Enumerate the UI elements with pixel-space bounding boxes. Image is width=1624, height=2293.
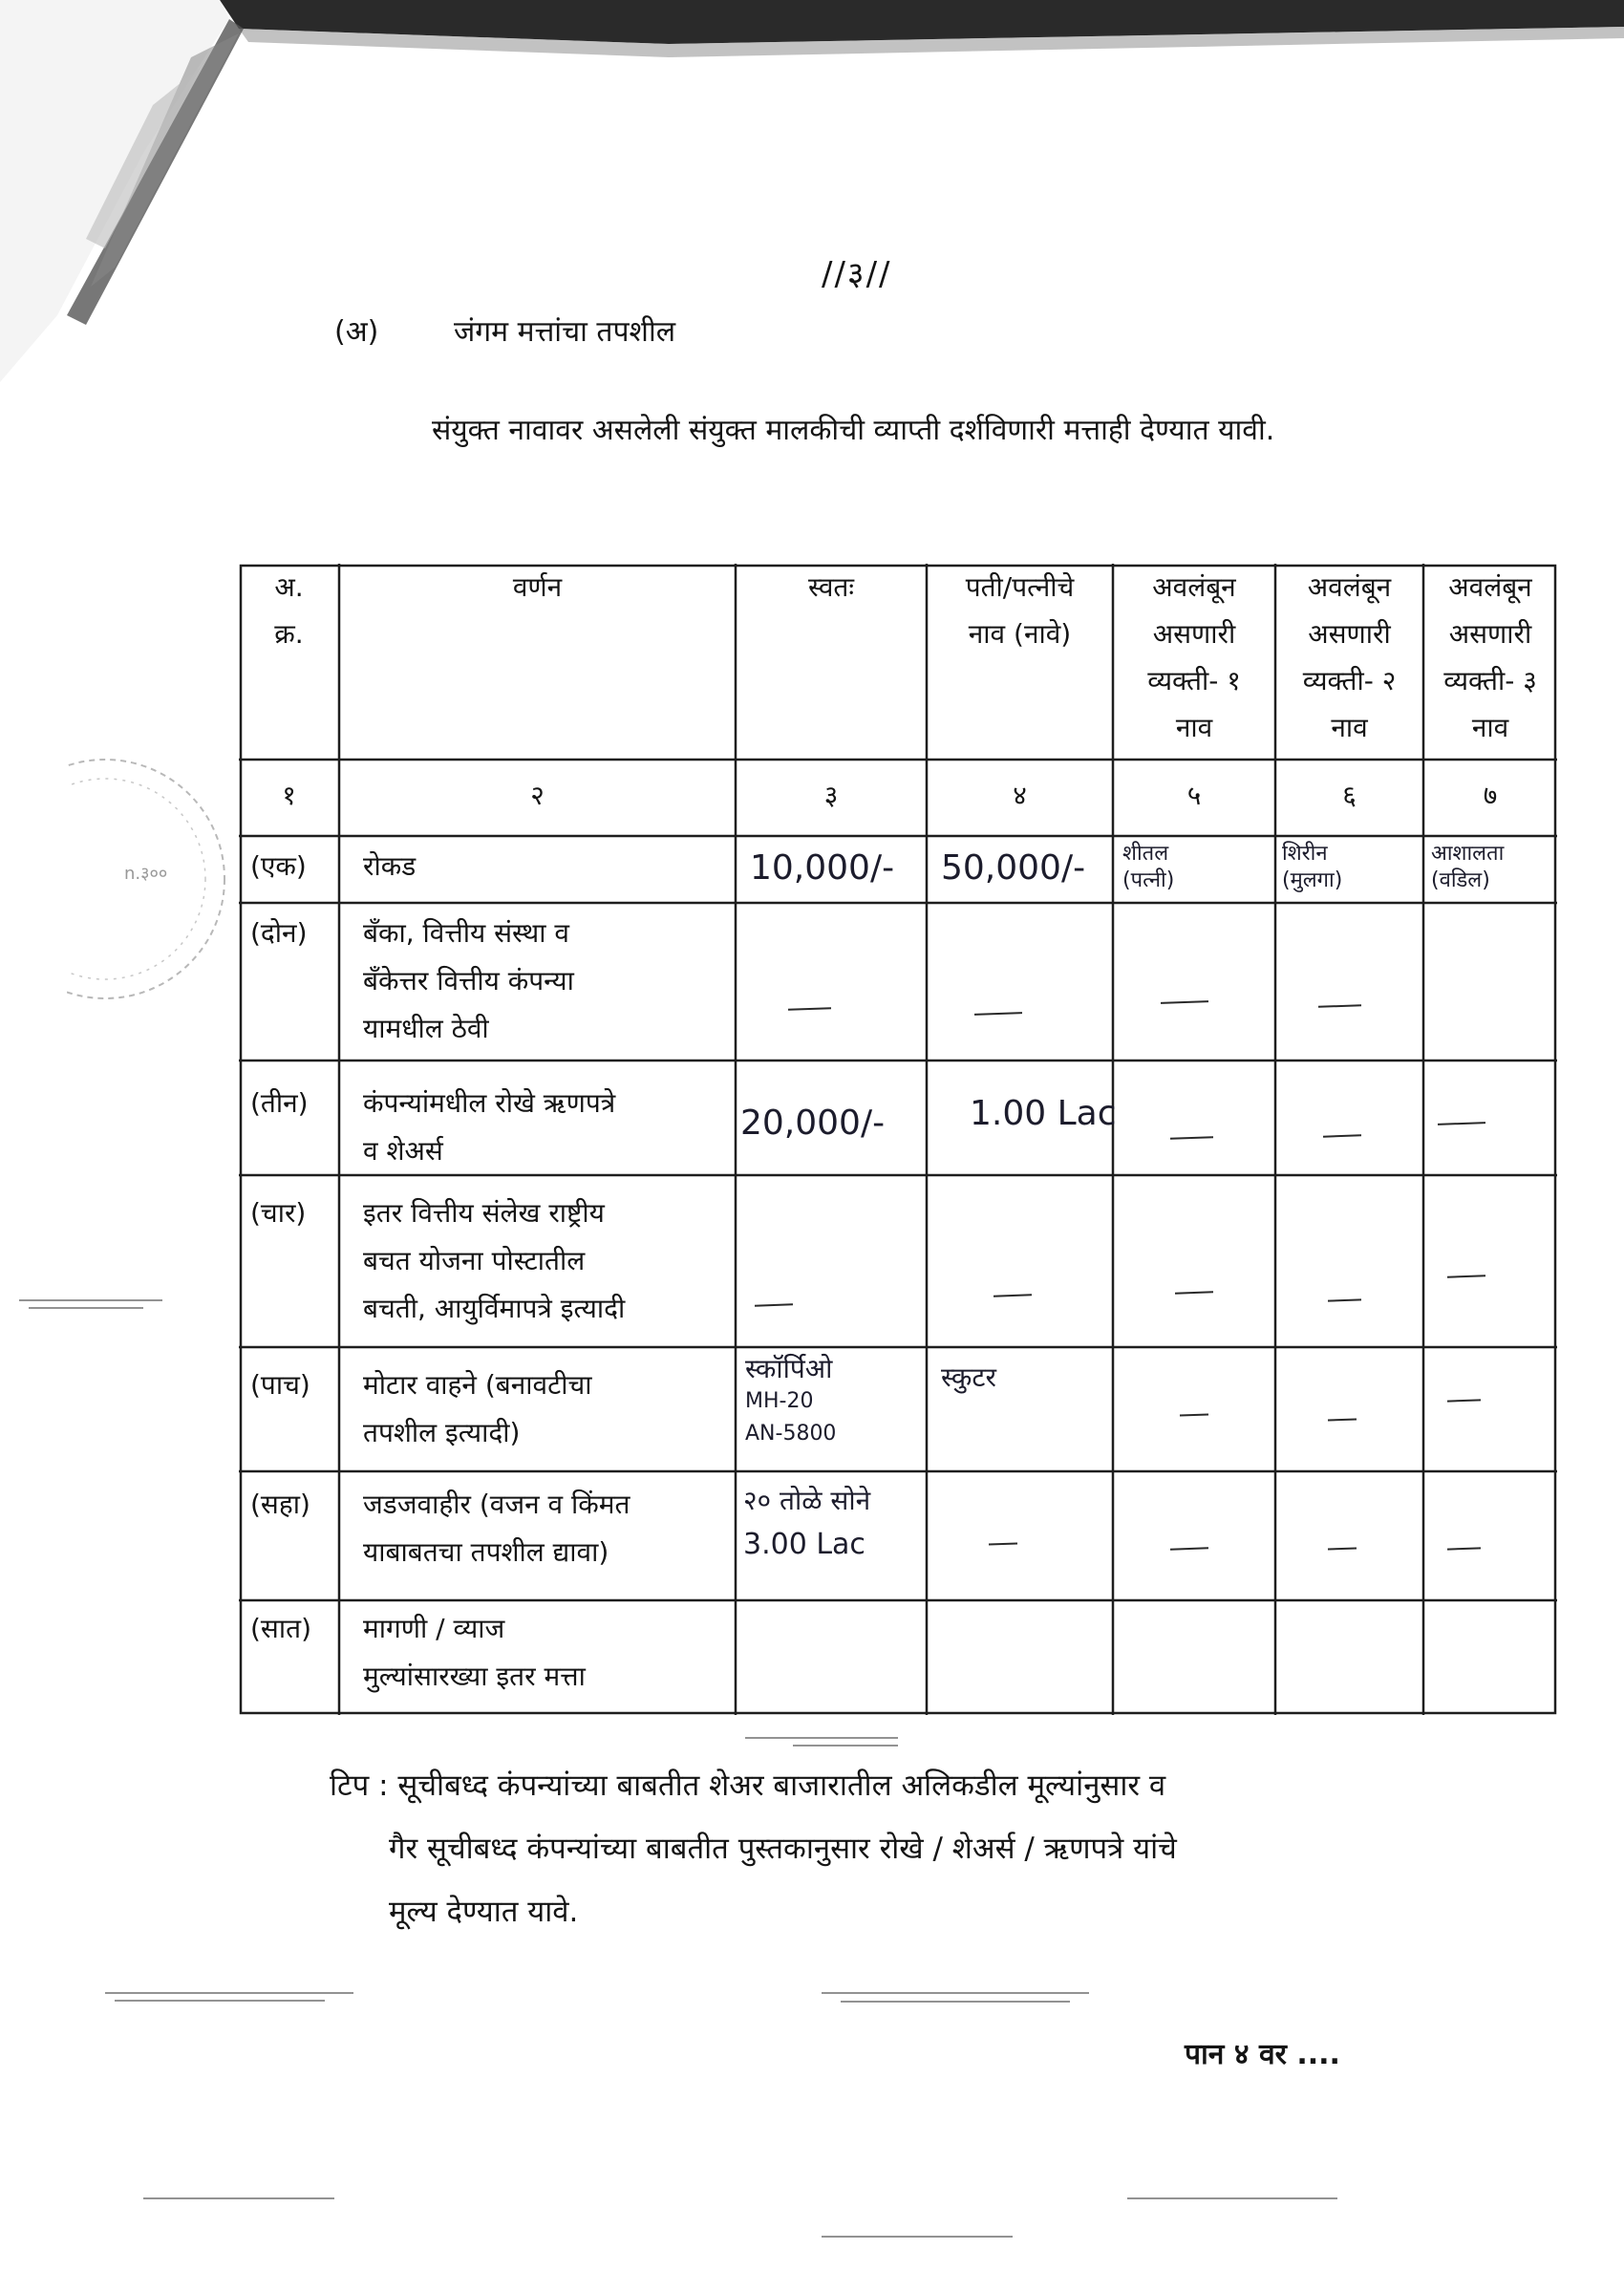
row-1-serial: (एक)	[250, 850, 307, 882]
row-3-description: कंपन्यांमधील रोखे ऋणपत्रे व शेअर्स	[363, 1087, 616, 1167]
header-serial: अ. क्र.	[274, 571, 304, 650]
column-number-5: ५	[1186, 780, 1202, 811]
row-2-description: बँका, वित्तीय संस्था व बँकेत्तर वित्तीय कंपन्या यामधील ठेवी	[363, 917, 574, 1044]
instruction-text: संयुक्त नावावर असलेली संयुक्त मालकीची व्याप्ती दर्शविणारी मत्ताही देण्यात यावी.	[432, 414, 1275, 447]
scan-fold-shadow	[0, 0, 1624, 401]
page-number: //३//	[822, 255, 892, 293]
header-self: स्वतः	[807, 571, 855, 603]
note-line-3: मूल्य देण्यात यावे.	[389, 1895, 579, 1929]
scan-noise	[841, 2001, 1070, 2003]
column-number-7: ७	[1483, 780, 1498, 811]
scan-noise	[115, 2000, 325, 2002]
row-5-spouse-value: स्कुटर	[941, 1361, 996, 1393]
row-7-description: मागणी / व्याज मुल्यांसारख्या इतर मत्ता	[363, 1613, 586, 1692]
scan-noise	[105, 1992, 353, 1994]
scan-noise	[29, 1307, 143, 1309]
row-1-description: रोकड	[363, 850, 417, 882]
note-line-1: टिप : सूचीबध्द कंपन्यांच्या बाबतीत शेअर बाजारातील अलिकडील मूल्यांनुसार व	[330, 1768, 1166, 1803]
scan-noise	[793, 1745, 898, 1747]
row-6-self-value: २० तोळे सोने 3.00 Lac	[743, 1485, 871, 1561]
row-5-serial: (पाच)	[250, 1369, 310, 1401]
header-spouse: पती/पत्नीचे नाव (नावे)	[965, 571, 1075, 650]
section-prefix: (अ)	[334, 315, 379, 349]
continued-on-page: पान ४ वर ....	[1185, 2038, 1340, 2071]
column-number-2: २	[530, 780, 545, 811]
movable-assets-table	[239, 564, 1557, 1715]
row-4-description: इतर वित्तीय संलेख राष्ट्रीय बचत योजना पोस्टातील बचती, आयुर्विमापत्रे इत्यादी	[363, 1197, 626, 1324]
row-6-serial: (सहा)	[250, 1489, 310, 1520]
column-number-3: ३	[823, 780, 839, 811]
row-2-serial: (दोन)	[250, 917, 308, 949]
header-dependent-2: अवलंबून असणारी व्यक्ती- २ नाव	[1302, 571, 1397, 743]
row-3-spouse-value: 1.00 Lac	[970, 1094, 1117, 1133]
note-line-2: गैर सूचीबध्द कंपन्यांच्या बाबतीत पुस्तकानुसार रोखे / शेअर्स / ऋणपत्रे यांचे	[389, 1832, 1177, 1866]
row-6-description: जडजवाहीर (वजन व किंमत याबाबतचा तपशील द्यावा)	[363, 1489, 630, 1568]
row-3-self-value: 20,000/-	[740, 1104, 886, 1143]
header-dependent-1: अवलंबून असणारी व्यक्ती- १ नाव	[1147, 571, 1241, 743]
row-1-dependent-3: आशालता (वडिल)	[1431, 842, 1505, 892]
scan-noise	[1127, 2197, 1337, 2199]
section-title: जंगम मत्तांचा तपशील	[454, 315, 676, 349]
scan-noise	[143, 2197, 334, 2199]
header-dependent-3: अवलंबून असणारी व्यक्ती- ३ नाव	[1443, 571, 1537, 743]
scan-noise	[745, 1737, 898, 1739]
row-5-self-value: स्कॉर्पिओ MH-20 AN-5800	[745, 1353, 837, 1446]
row-1-dependent-2: शिरीन (मुलगा)	[1282, 842, 1343, 892]
row-3-serial: (तीन)	[250, 1087, 309, 1119]
column-number-6: ६	[1342, 780, 1357, 811]
scan-noise	[19, 1299, 162, 1301]
row-7-serial: (सात)	[250, 1613, 311, 1644]
row-1-spouse-value: 50,000/-	[941, 848, 1086, 888]
row-4-serial: (चार)	[250, 1197, 307, 1229]
scan-noise	[822, 2236, 1013, 2238]
scan-noise	[822, 1992, 1089, 1994]
office-stamp	[67, 745, 239, 1013]
column-number-4: ४	[1013, 780, 1027, 811]
row-5-description: मोटार वाहने (बनावटीचा तपशील इत्यादी)	[363, 1369, 592, 1448]
row-1-self-value: 10,000/-	[750, 848, 895, 888]
svg-text:n.३००: n.३००	[124, 864, 168, 884]
header-description: वर्णन	[512, 571, 563, 603]
column-number-1: १	[282, 780, 296, 811]
row-1-dependent-1: शीतल (पत्नी)	[1122, 842, 1175, 892]
